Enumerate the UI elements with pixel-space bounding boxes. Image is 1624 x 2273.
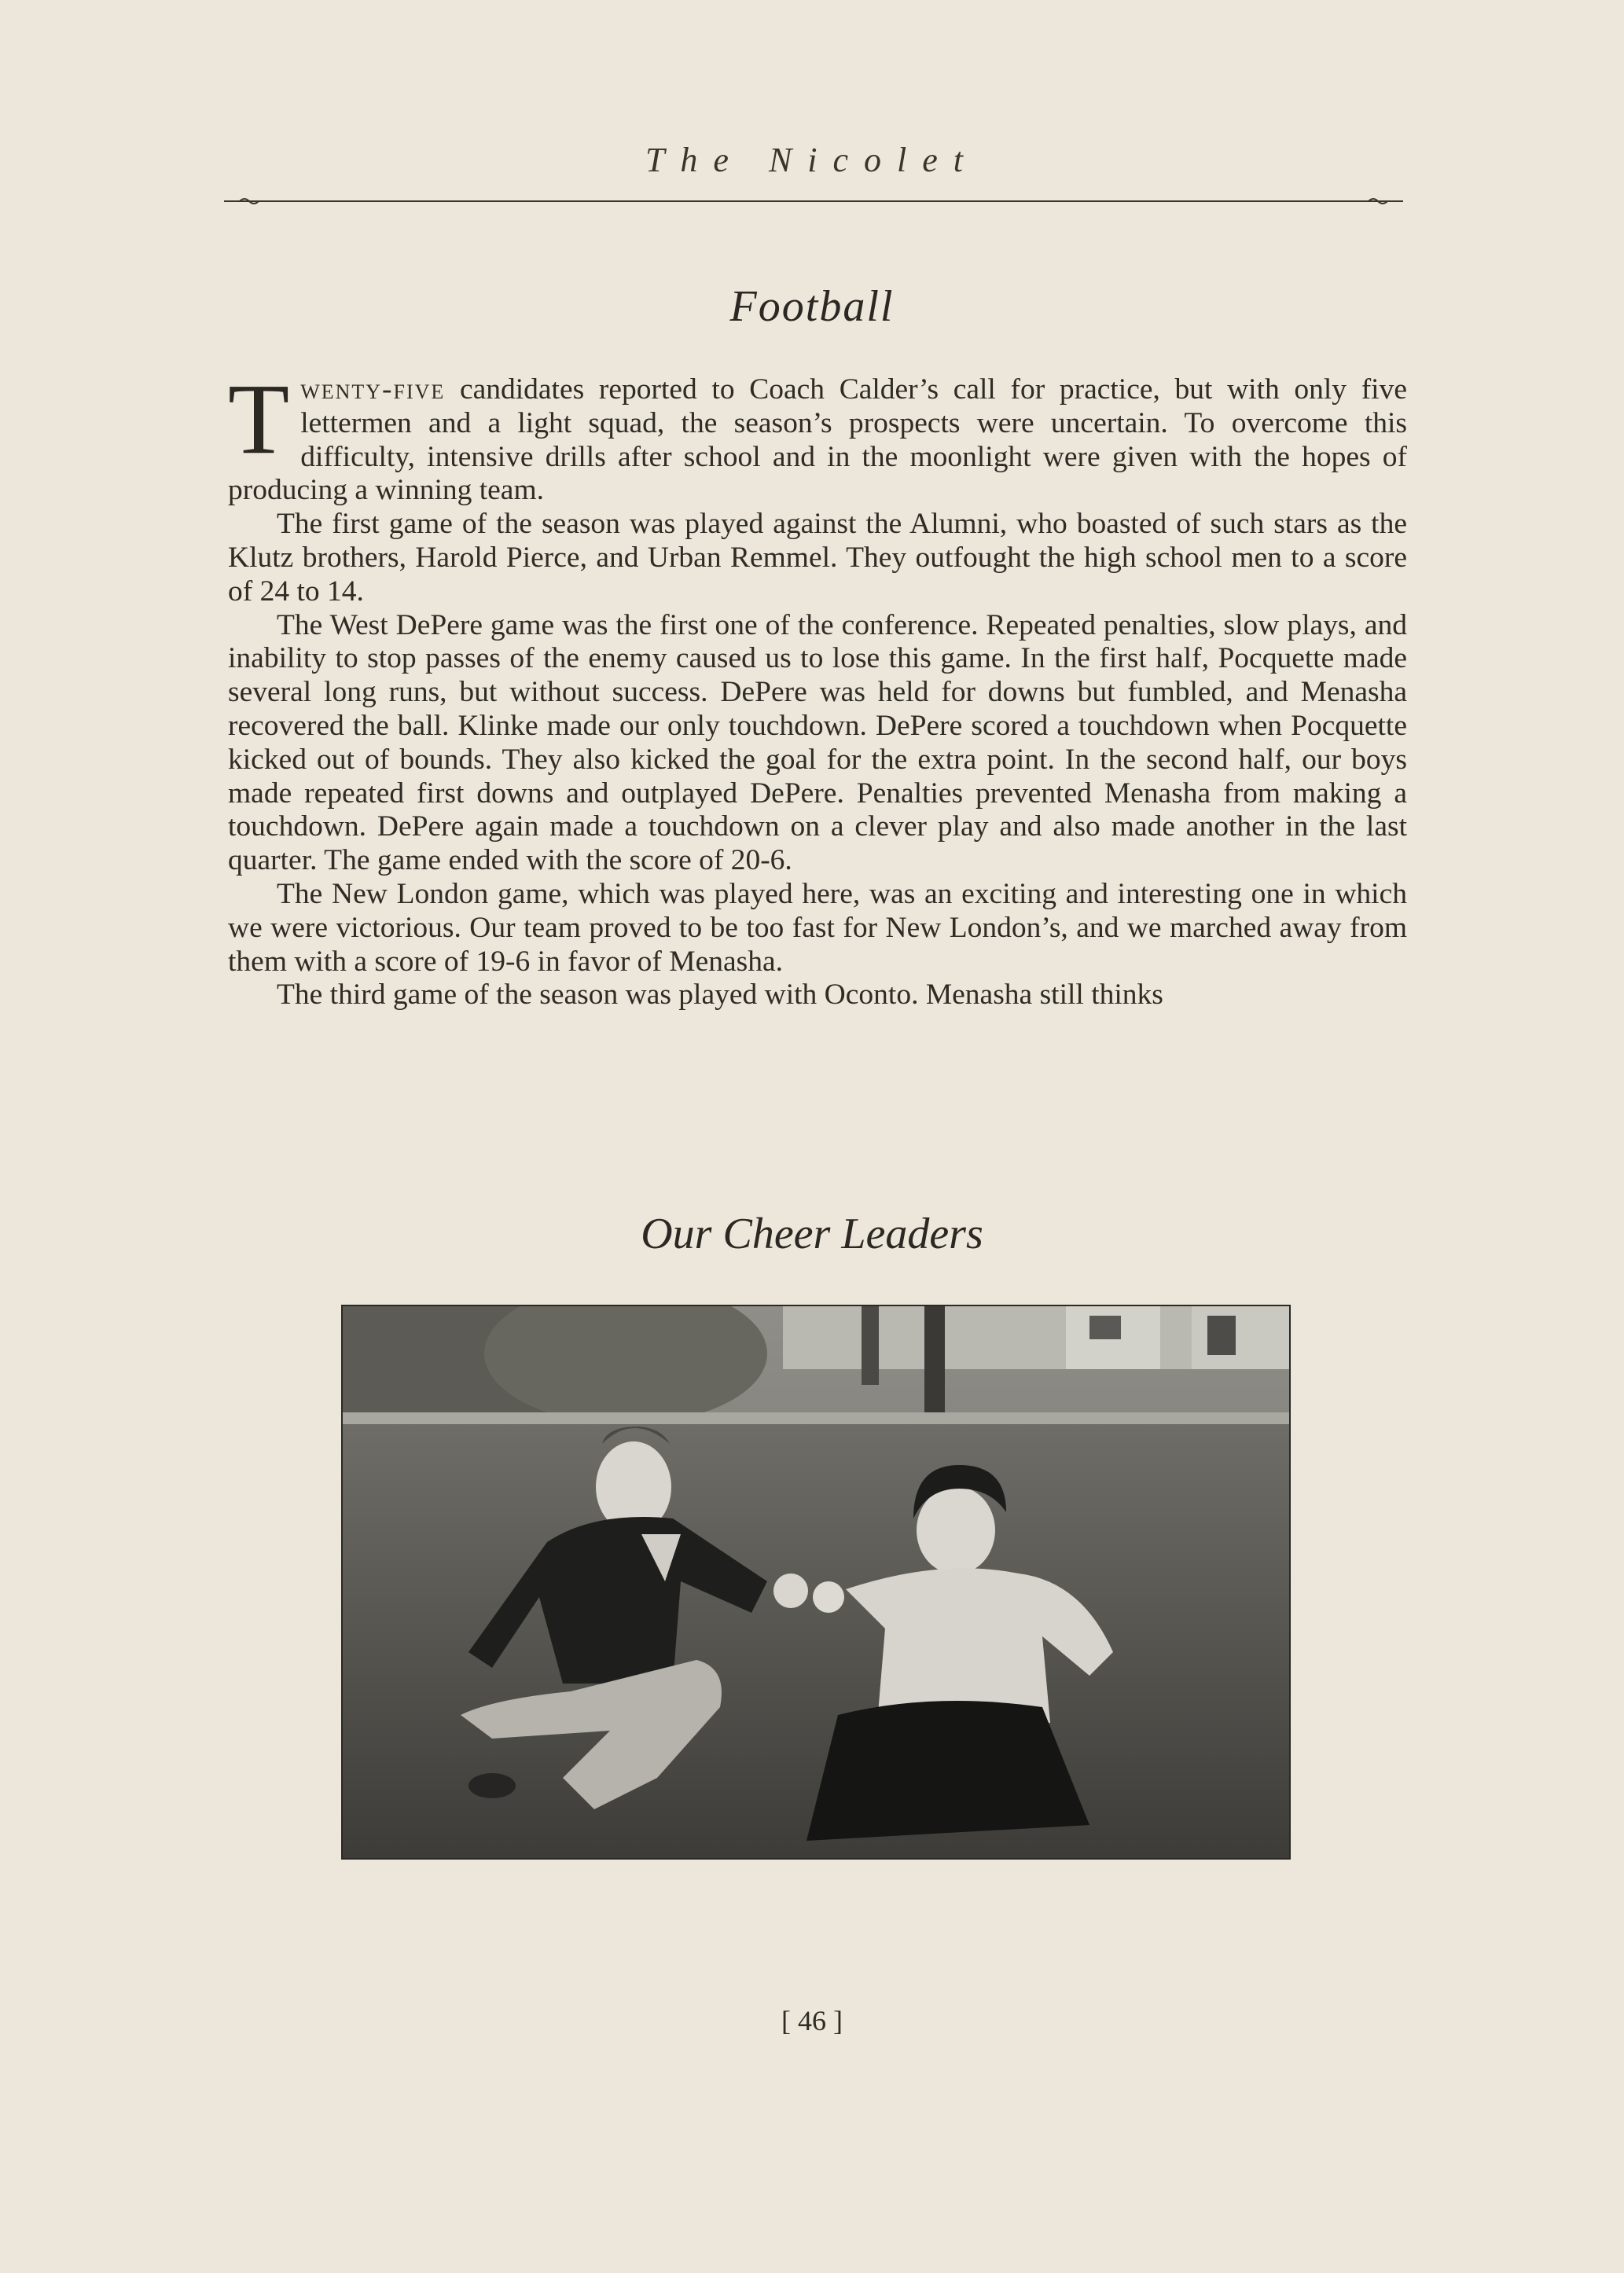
drop-cap: T: [228, 363, 290, 475]
section-title: Football: [729, 282, 895, 331]
paragraph-text: candidates reported to Coach Calder’s call for practice, but with only five lettermen and a light squad, the season’s prospects were uncertain. To overcome this difficulty, intensive drills after school and in the moonlight were given with the hopes of producing a winning team.: [228, 373, 1407, 507]
paragraph: [228, 363, 1407, 508]
paragraph: The West DePere game was the first one of the conference. Repeated penalties, slow plays, and inability to stop passes of the enemy caused us to lose this game. In the first half, Pocquette made several long runs, but without success. DePere was held for downs but fumbled, and Menasha recovered the ball. Klinke made our only touchdown. DePere scored a touchdown when Pocquette kicked out of bounds. They also kicked the goal for the extra point. In the second half, our boys made repeated first downs and outplayed DePere. Penalties prevented Menasha from making a touchdown. DePere again made a touchdown on a clever play and also made another in the last quarter. The game ended with the score of 20-6.: [228, 608, 1407, 877]
cheer-leaders-photo: [343, 1306, 1289, 1858]
photo-title: Our Cheer Leaders: [641, 1210, 983, 1258]
page-number: [ 46 ]: [781, 2005, 843, 2036]
lead-smallcaps: wenty-five: [300, 373, 446, 406]
paragraph: The first game of the season was played against the Alumni, who boasted of such stars as the Klutz brothers, Harold Pierce, and Urban Remmel. They outfought the high school men to a score of 24 to 14.: [228, 508, 1407, 608]
article-body: [228, 363, 1407, 1012]
ornamental-rule: [224, 196, 1403, 206]
paragraph: The New London game, which was played here, was an exciting and interesting one in which we were victorious. Our team proved to be too fast for New London’s, and we marched away from them with a score of 19-6 in favor of Menasha.: [228, 877, 1407, 978]
running-title: The Nicolet: [645, 141, 979, 179]
paragraph: The third game of the season was played with Oconto. Menasha still thinks: [277, 979, 1163, 1012]
